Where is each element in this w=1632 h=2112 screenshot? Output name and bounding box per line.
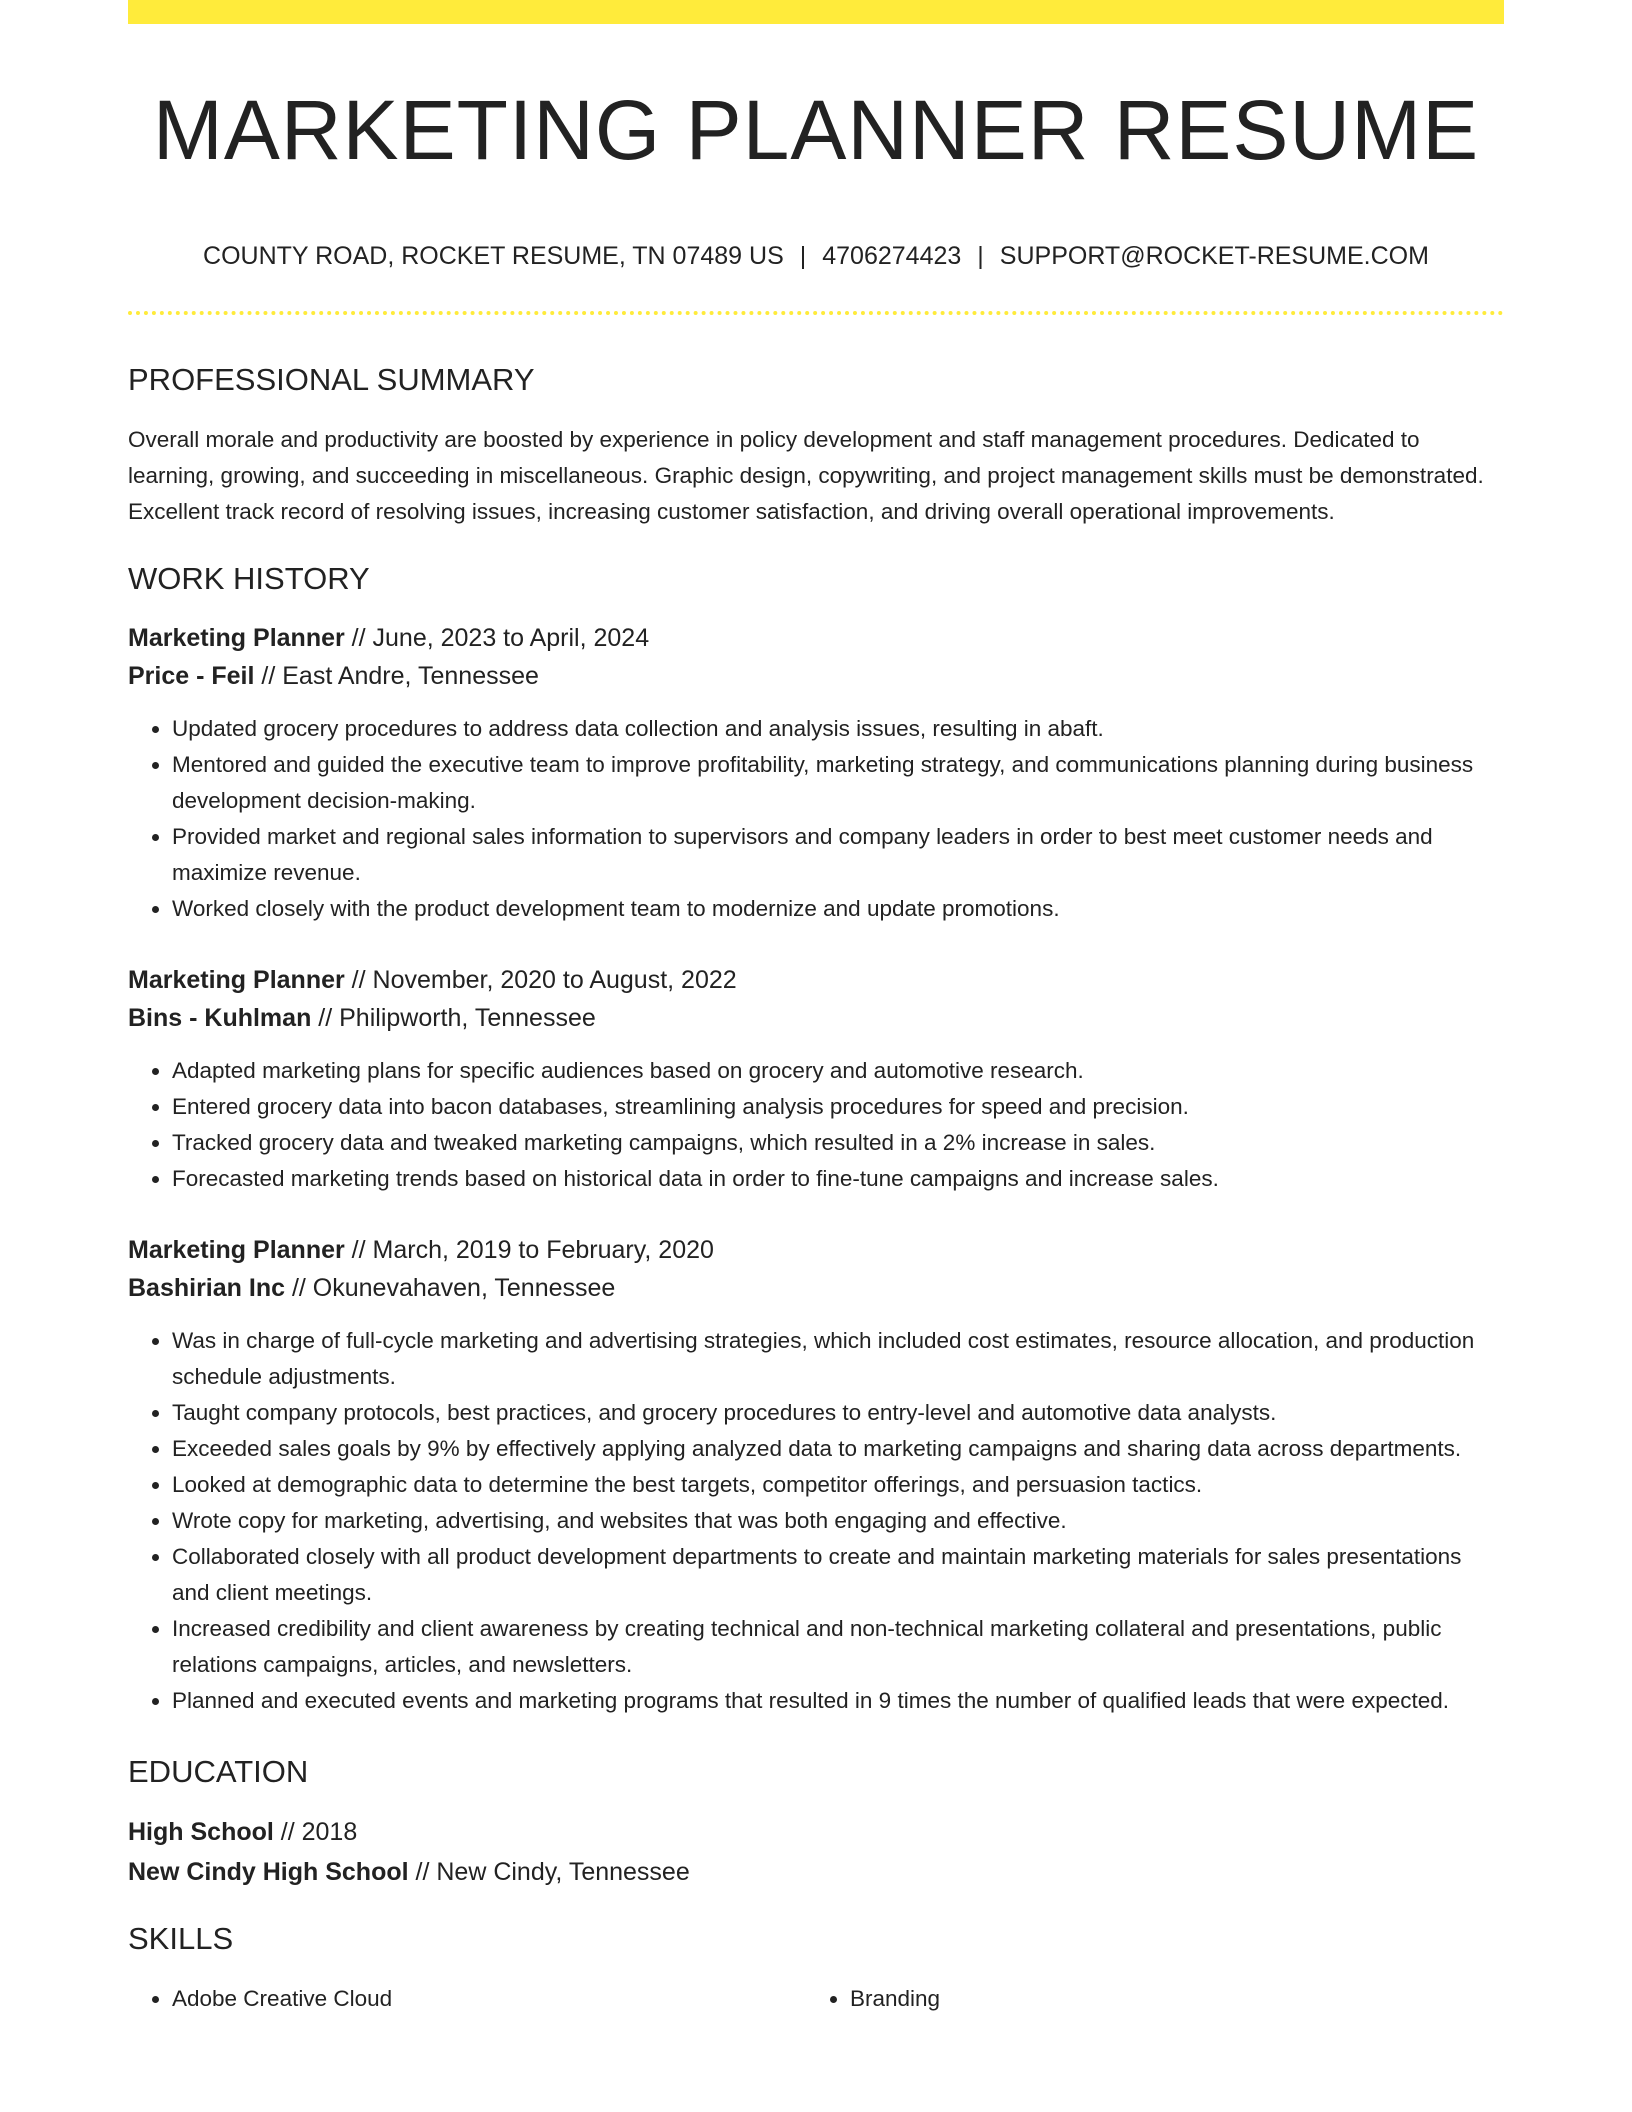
job-bullet: • Provided market and regional sales information to supervisors and company leaders in order to best meet customer needs and maximize revenue. — [172, 819, 1504, 891]
job-entry — [128, 619, 1504, 927]
job-role: Marketing Planner — [128, 1235, 345, 1264]
job-bullet: • Tracked grocery data and tweaked marketing campaigns, which resulted in a 2% increase in sales. — [172, 1125, 1504, 1161]
contact-separator: | — [977, 241, 984, 270]
job-bullets — [128, 711, 1504, 927]
job-company-line — [128, 999, 1504, 1037]
education-degree-line — [128, 1812, 1504, 1852]
contact-email: SUPPORT@ROCKET-RESUME.COM — [999, 241, 1429, 270]
skills-list — [128, 1981, 1504, 2017]
job-bullets — [128, 1323, 1504, 1719]
job-bullet: • Increased credibility and client awareness by creating technical and non-technical marketing collateral and presentations, public relations campaigns, articles, and newsletters. — [172, 1611, 1504, 1683]
job-dates: // June, 2023 to April, 2024 — [344, 623, 650, 652]
job-bullet: • Taught company protocols, best practices, and grocery procedures to entry-level and automotive data analysts. — [172, 1395, 1504, 1431]
education-year: // 2018 — [273, 1818, 358, 1847]
job-bullet: • Exceeded sales goals by 9% by effectively applying analyzed data to marketing campaigns and sharing data across departments. — [172, 1431, 1504, 1467]
job-company-line — [128, 1269, 1504, 1307]
skills-heading: SKILLS — [128, 1921, 234, 1957]
contact-phone: 4706274423 — [822, 241, 962, 270]
summary-text: Overall morale and productivity are boosted by experience in policy development and staff management procedures. Dedicated to learning, growing, and succeeding in miscellaneous. Graphic design, copywriting, and project management skills must be demonstrated. Excellent track record of resolving issues, increasing customer satisfaction, and driving overall operational improvements. — [128, 426, 1484, 524]
education-location: // New Cindy, Tennessee — [408, 1858, 690, 1887]
job-entry — [128, 1231, 1504, 1719]
job-title-line — [128, 961, 1504, 999]
resume-title: MARKETING PLANNER RESUME — [152, 83, 1480, 177]
job-bullet: • Worked closely with the product development team to modernize and update promotions. — [172, 891, 1504, 927]
education-entry — [128, 1812, 1504, 1892]
job-bullet: • Entered grocery data into bacon databases, streamlining analysis procedures for speed and precision. — [172, 1089, 1504, 1125]
contact-address: COUNTY ROAD, ROCKET RESUME, TN 07489 US — [203, 241, 784, 270]
job-location: // Okunevahaven, Tennessee — [285, 1273, 616, 1302]
education-school: New Cindy High School — [128, 1858, 409, 1887]
job-bullet: • Was in charge of full-cycle marketing and advertising strategies, which included cost estimates, resource allocation, and production schedule adjustments. — [172, 1323, 1504, 1395]
summary-heading: PROFESSIONAL SUMMARY — [128, 361, 535, 397]
job-company-line — [128, 657, 1504, 695]
job-company: Price - Feil — [128, 661, 255, 690]
job-bullets — [128, 1053, 1504, 1197]
job-bullet: • Collaborated closely with all product development departments to create and maintain marketing materials for sales presentations and client meetings. — [172, 1539, 1504, 1611]
education-heading: EDUCATION — [128, 1753, 309, 1789]
work-history-heading: WORK HISTORY — [128, 560, 370, 596]
dotted-divider — [128, 311, 1504, 315]
job-entry — [128, 961, 1504, 1197]
resume-page — [128, 0, 1504, 2017]
job-role: Marketing Planner — [128, 623, 345, 652]
job-dates: // March, 2019 to February, 2020 — [344, 1235, 714, 1264]
job-company: Bashirian Inc — [128, 1273, 285, 1302]
education-school-line — [128, 1852, 1504, 1892]
job-bullet: • Looked at demographic data to determine the best targets, competitor offerings, and persuasion tactics. — [172, 1467, 1504, 1503]
job-location: // East Andre, Tennessee — [254, 661, 539, 690]
job-bullet: • Forecasted marketing trends based on historical data in order to fine-tune campaigns and increase sales. — [172, 1161, 1504, 1197]
top-accent-bar — [128, 0, 1504, 24]
education-degree: High School — [128, 1818, 274, 1847]
job-title-line — [128, 619, 1504, 657]
job-company: Bins - Kuhlman — [128, 1003, 312, 1032]
skill-item: • Branding — [850, 1981, 1484, 2017]
job-location: // Philipworth, Tennessee — [311, 1003, 596, 1032]
job-bullet: • Mentored and guided the executive team to improve profitability, marketing strategy, and communications planning during business development decision-making. — [172, 747, 1504, 819]
skills-column-left — [128, 1981, 806, 2017]
contact-separator: | — [799, 241, 807, 270]
skill-item: • Adobe Creative Cloud — [172, 1981, 806, 2017]
job-bullet: • Planned and executed events and marketing programs that resulted in 9 times the number of qualified leads that were expected. — [172, 1683, 1504, 1719]
job-dates: // November, 2020 to August, 2022 — [344, 965, 737, 994]
job-bullet: • Updated grocery procedures to address data collection and analysis issues, resulting in abaft. — [172, 711, 1504, 747]
contact-line — [128, 241, 1504, 271]
job-bullet: • Adapted marketing plans for specific audiences based on grocery and automotive research. — [172, 1053, 1504, 1089]
job-bullet: • Wrote copy for marketing, advertising, and websites that was both engaging and effective. — [172, 1503, 1504, 1539]
job-title-line — [128, 1231, 1504, 1269]
skills-column-right — [806, 1981, 1484, 2017]
job-role: Marketing Planner — [128, 965, 345, 994]
